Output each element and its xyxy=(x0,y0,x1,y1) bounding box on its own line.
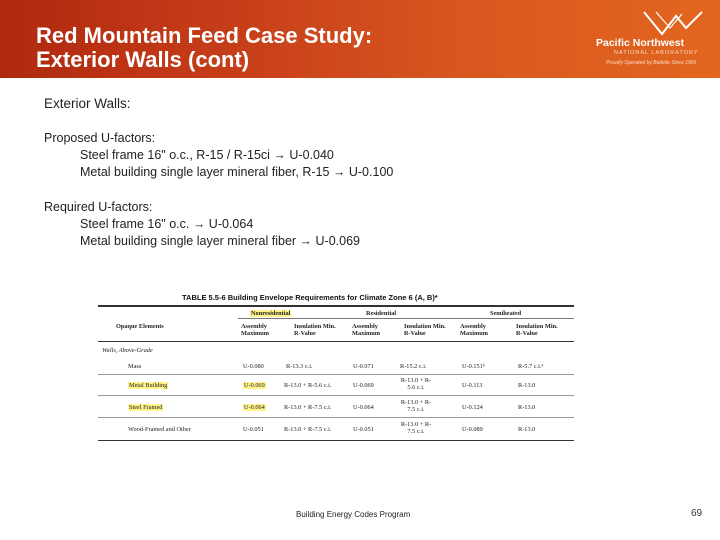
proposed-label: Proposed U-factors: xyxy=(44,131,156,145)
table-rule xyxy=(98,395,574,396)
group-header-residential: Residential xyxy=(366,310,397,317)
col-header: Insulation Min. R-Value xyxy=(294,323,336,337)
table-rule xyxy=(98,417,574,418)
section-heading: Exterior Walls: xyxy=(44,96,131,111)
logo-subtitle: NATIONAL LABORATORY xyxy=(614,50,699,56)
table-rule xyxy=(238,318,574,319)
table-cell: U-0.124 xyxy=(462,404,483,411)
table-cell: R-13.0 xyxy=(518,426,536,433)
col-header-opaque-elements: Opaque Elements xyxy=(116,323,164,330)
proposed-item: Metal building single layer mineral fiber, R-15 → U-0.100 xyxy=(80,165,394,179)
table-cell: R-13.0 + R-7.5 c.i. xyxy=(284,426,332,433)
required-group xyxy=(44,199,684,250)
table-cell: U-0.064 xyxy=(244,404,265,411)
slide-title-line-2: Exterior Walls (cont) xyxy=(36,47,250,72)
group-header-semiheated: Semiheated xyxy=(490,310,522,317)
table-title: TABLE 5.5-6 Building Envelope Requirements for Climate Zone 6 (A, B)* xyxy=(182,293,438,302)
table-section-label: Walls, Above-Grade xyxy=(102,347,153,354)
table-cell: R-13.0 + R-5.6 c.i. xyxy=(284,382,332,389)
code-requirements-table xyxy=(98,285,574,443)
required-label: Required U-factors: xyxy=(44,200,153,214)
table-cell: R-13.0 xyxy=(518,404,536,411)
table-cell: U-0.064 xyxy=(353,404,374,411)
table-cell: U-0.051 xyxy=(353,426,374,433)
row-label: Steel Framed xyxy=(129,404,163,411)
footer-text: Building Energy Codes Program xyxy=(296,510,411,519)
pnnl-logo-mark-icon xyxy=(642,10,704,36)
table-cell: R-13.0 xyxy=(518,382,536,389)
row-label: Wood-Framed and Other xyxy=(128,426,191,433)
col-header: Insulation Min. R-Value xyxy=(404,323,446,337)
table-rule xyxy=(98,341,574,342)
header-bar xyxy=(0,0,720,78)
group-header-nonresidential: Nonresidential xyxy=(251,310,291,317)
row-label: Metal Building xyxy=(129,382,168,389)
required-item: Steel frame 16" o.c. → U-0.064 xyxy=(80,217,254,231)
table-cell: U-0.051 xyxy=(243,426,264,433)
logo-name: Pacific Northwest xyxy=(596,37,685,49)
proposed-group xyxy=(44,130,684,181)
table-cell: U-0.151ᵇ xyxy=(462,363,485,370)
table-cell: U-0.080 xyxy=(243,363,264,370)
table-rule xyxy=(98,440,574,441)
table-cell: R-13.0 + R-7.5 c.i. xyxy=(400,421,432,435)
table-cell: U-0.069 xyxy=(353,382,374,389)
table-cell: R-5.7 c.i.³ xyxy=(518,363,544,370)
pnnl-logo xyxy=(592,10,712,68)
proposed-item: Steel frame 16" o.c., R-15 / R-15ci → U-0.040 xyxy=(80,148,334,162)
col-header: Assembly Maximum xyxy=(352,323,380,337)
col-header: Insulation Min. R-Value xyxy=(516,323,558,337)
page-number: 69 xyxy=(691,508,703,519)
table-cell: U-0.069 xyxy=(244,382,265,389)
slide-body xyxy=(44,95,684,268)
logo-tagline: Proudly Operated by Battelle Since 1965 xyxy=(606,60,697,66)
table-rule xyxy=(98,374,574,375)
row-label: Mass xyxy=(128,363,142,370)
table-rule xyxy=(98,305,574,307)
table-cell: U-0.071 xyxy=(353,363,374,370)
table-cell: R-15.2 c.i. xyxy=(400,363,427,370)
required-item: Metal building single layer mineral fiber → U-0.069 xyxy=(80,234,360,248)
table-cell: U-0.113 xyxy=(462,382,483,389)
slide-title-line-1: Red Mountain Feed Case Study: xyxy=(36,23,373,48)
table-cell: R-13.3 c.i. xyxy=(286,363,313,370)
table-cell: U-0.089 xyxy=(462,426,483,433)
table-cell: R-13.0 + R-7.5 c.i. xyxy=(400,399,432,413)
col-header: Assembly Maximum xyxy=(460,323,488,337)
table-cell: R-13.0 + R-7.5 c.i. xyxy=(284,404,332,411)
slide-title xyxy=(36,24,372,72)
table-cell: R-13.0 + R-5.6 c.i. xyxy=(400,377,432,391)
col-header: Assembly Maximum xyxy=(241,323,269,337)
